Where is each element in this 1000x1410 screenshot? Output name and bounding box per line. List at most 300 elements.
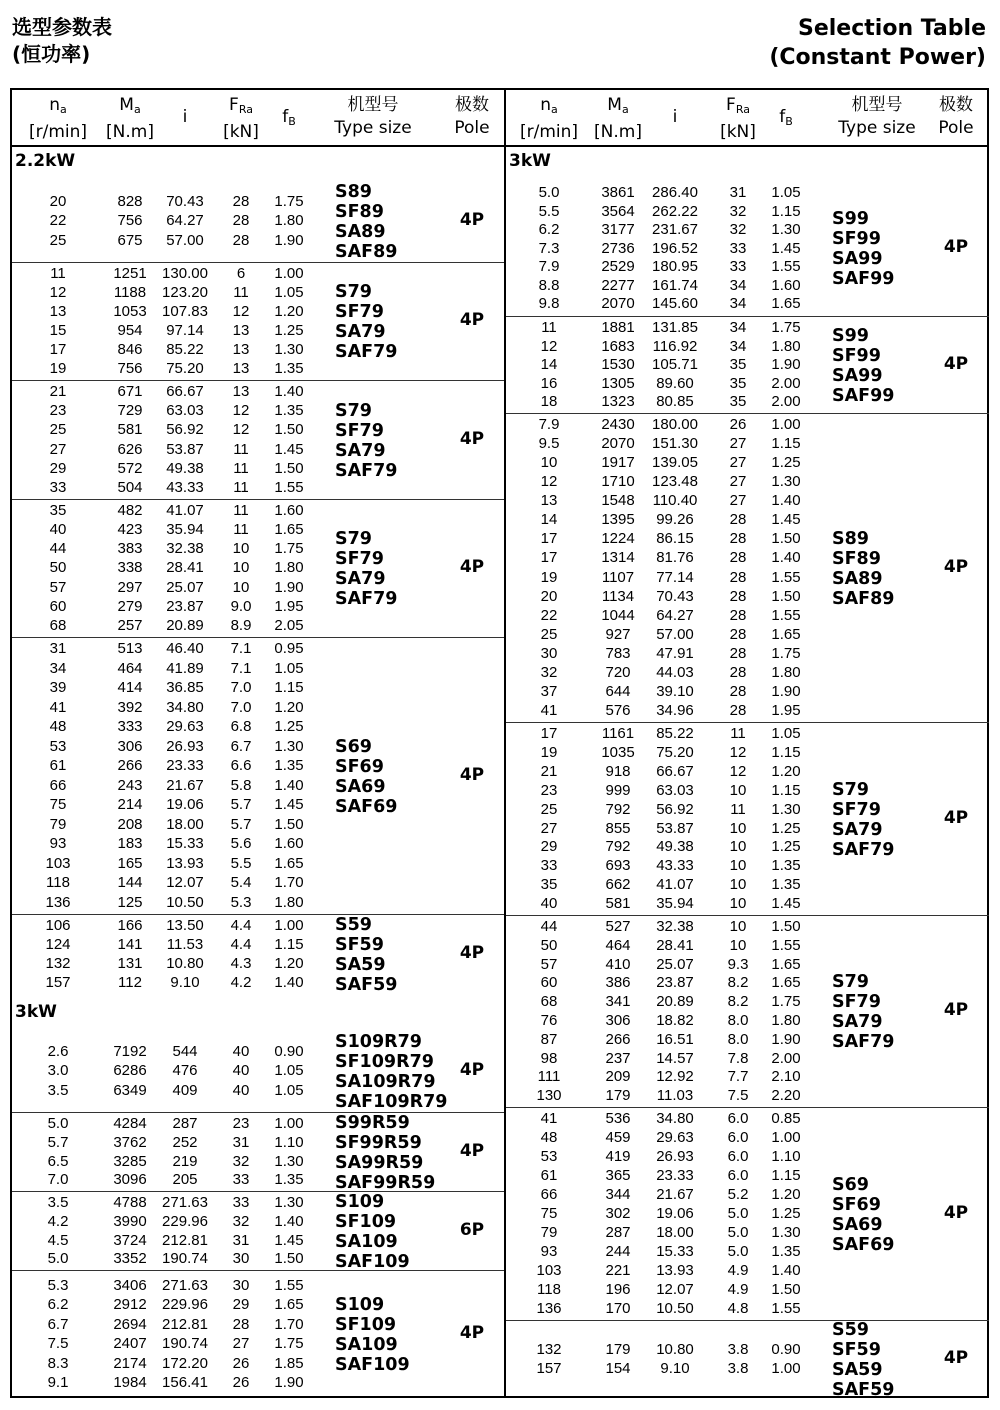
cell-radial-load: 13: [232, 360, 250, 377]
cell-radial-load: 10: [232, 559, 250, 577]
pole-count: 4P: [459, 557, 485, 577]
table-row: [506, 549, 989, 568]
cell-service-factor: 1.75: [274, 1335, 304, 1352]
cell-service-factor: 1.40: [274, 1212, 304, 1230]
type-size: SF79: [832, 992, 881, 1012]
cell-torque: 2912: [113, 1296, 147, 1313]
cell-torque: 729: [117, 402, 143, 420]
type-size: SAF79: [832, 1032, 895, 1052]
header-fra-subscript: Ra: [238, 103, 253, 116]
cell-ratio: 10.80: [166, 955, 204, 972]
model-group: [12, 1032, 504, 1112]
cell-ratio: 14.57: [656, 1049, 694, 1067]
cell-torque: 513: [117, 640, 143, 657]
cell-ratio: 116.92: [652, 337, 698, 355]
cell-torque: 783: [605, 644, 631, 662]
table-row: [506, 956, 989, 975]
cell-radial-load: 6.0: [727, 1148, 749, 1165]
header-pole-cn: 极数: [939, 95, 973, 115]
type-size: SA79: [335, 322, 386, 342]
cell-torque: 3861: [601, 184, 635, 201]
cell-torque: 214: [117, 796, 143, 813]
cell-service-factor: 1.80: [771, 337, 801, 355]
cell-speed: 14: [540, 356, 558, 374]
table-row: [12, 441, 504, 460]
type-size: SA99: [832, 365, 883, 386]
cell-speed: 3.5: [47, 1194, 69, 1211]
header-i: [641, 90, 709, 145]
type-size-list: [335, 282, 397, 362]
cell-ratio: 130.00: [162, 265, 208, 282]
cell-torque: 1984: [113, 1374, 147, 1391]
cell-radial-load: 12: [729, 743, 747, 761]
cell-radial-load: 6.6: [230, 757, 252, 774]
cell-service-factor: 1.50: [274, 1250, 304, 1268]
cell-ratio: 156.41: [162, 1374, 208, 1391]
table-row: [12, 1296, 504, 1316]
cell-radial-load: 40: [232, 1081, 250, 1099]
cell-speed: 40: [540, 895, 558, 913]
cell-torque: 266: [605, 1030, 631, 1048]
cell-speed: 132: [45, 955, 71, 972]
cell-torque: 365: [605, 1167, 631, 1184]
cell-speed: 41: [49, 698, 67, 716]
title-english-line1: Selection Table: [798, 16, 986, 41]
cell-speed: 75: [540, 1205, 558, 1222]
cell-torque: 1035: [601, 743, 635, 761]
cell-service-factor: 1.20: [274, 955, 304, 972]
table-row: [12, 421, 504, 440]
cell-speed: 50: [49, 559, 67, 577]
cell-radial-load: 8.2: [727, 974, 749, 992]
cell-torque: 828: [117, 192, 143, 210]
type-size: SAF99: [832, 269, 895, 289]
cell-service-factor: 1.80: [771, 663, 801, 681]
cell-torque: 2070: [601, 295, 635, 313]
cell-ratio: 75.20: [656, 743, 694, 761]
cell-service-factor: 1.25: [274, 322, 304, 339]
cell-torque: 2694: [113, 1315, 147, 1333]
cell-radial-load: 23: [232, 1115, 250, 1132]
cell-speed: 29: [49, 459, 67, 477]
selection-table: [10, 88, 989, 1398]
cell-ratio: 252: [172, 1133, 198, 1151]
cell-torque: 144: [117, 874, 143, 891]
cell-ratio: 66.67: [656, 762, 694, 780]
cell-speed: 25: [540, 800, 558, 818]
pole-count: 4P: [943, 1348, 969, 1368]
cell-speed: 23: [49, 402, 67, 420]
cell-radial-load: 34: [729, 319, 747, 336]
cell-speed: 103: [45, 854, 71, 872]
cell-speed: 16: [540, 374, 558, 392]
cell-torque: 297: [117, 578, 143, 596]
cell-service-factor: 0.85: [771, 1110, 801, 1127]
table-row: [506, 937, 989, 956]
cell-torque: 1917: [601, 454, 635, 472]
cell-radial-load: 3.8: [727, 1360, 749, 1377]
table-row: [506, 1243, 989, 1262]
cell-torque: 1683: [601, 337, 635, 355]
cell-speed: 5.3: [47, 1276, 69, 1294]
cell-torque: 306: [605, 1012, 631, 1029]
cell-radial-load: 13: [232, 341, 250, 358]
type-size: SAF99R59: [335, 1172, 436, 1193]
cell-radial-load: 28: [729, 625, 747, 643]
cell-ratio: 35.94: [166, 521, 204, 539]
cell-radial-load: 9.3: [727, 955, 749, 973]
cell-speed: 13: [49, 303, 67, 320]
type-size: SF79: [335, 549, 384, 569]
table-row: [12, 402, 504, 421]
cell-speed: 20: [540, 587, 558, 605]
cell-torque: 626: [117, 440, 143, 458]
cell-service-factor: 1.80: [274, 212, 304, 230]
type-size: S79: [832, 972, 869, 992]
type-size: SA99R59: [335, 1152, 424, 1173]
cell-speed: 21: [49, 383, 67, 400]
table-row: [506, 683, 989, 702]
cell-radial-load: 32: [729, 221, 747, 239]
header-ma-unit: [N.m]: [594, 122, 642, 142]
cell-radial-load: 6.7: [230, 737, 252, 755]
cell-radial-load: 6: [236, 265, 246, 282]
title-english-line2: (Constant Power): [769, 45, 986, 70]
type-size-list: [335, 915, 397, 995]
table-row: [12, 1374, 504, 1394]
cell-service-factor: 1.15: [771, 743, 801, 761]
cell-speed: 118: [537, 1281, 561, 1298]
table-row: [506, 1148, 989, 1167]
model-group: [506, 182, 989, 316]
table-row: [506, 1281, 989, 1300]
cell-radial-load: 5.3: [230, 893, 252, 911]
cell-torque: 341: [605, 993, 631, 1011]
cell-service-factor: 1.15: [771, 202, 801, 220]
cell-torque: 1710: [601, 473, 635, 491]
cell-ratio: 131.85: [652, 319, 698, 336]
cell-ratio: 53.87: [656, 819, 694, 837]
cell-speed: 7.9: [538, 416, 560, 433]
cell-torque: 209: [605, 1068, 631, 1086]
cell-radial-load: 32: [232, 1212, 250, 1230]
cell-service-factor: 1.40: [771, 1262, 801, 1279]
cell-radial-load: 28: [729, 663, 747, 681]
cell-torque: 1548: [601, 492, 635, 510]
cell-service-factor: 1.50: [274, 459, 304, 477]
cell-ratio: 23.87: [166, 597, 204, 615]
model-group: [506, 1107, 989, 1320]
cell-ratio: 64.27: [166, 212, 204, 230]
cell-service-factor: 1.40: [771, 492, 801, 510]
cell-radial-load: 32: [232, 1152, 250, 1170]
table-row: [12, 540, 504, 559]
table-row: [506, 1167, 989, 1186]
table-row: [506, 820, 989, 839]
cell-ratio: 86.15: [656, 530, 694, 548]
cell-speed: 32: [540, 663, 558, 681]
header-fb-symbol: f: [282, 107, 289, 127]
cell-torque: 410: [605, 955, 631, 973]
type-size-list: [335, 182, 397, 262]
type-size-list: [832, 1320, 894, 1400]
cell-torque: 383: [117, 540, 143, 558]
cell-ratio: 190.74: [162, 1335, 208, 1352]
header-pole: [442, 90, 502, 145]
model-group: [12, 1270, 504, 1398]
cell-torque: 165: [117, 854, 143, 872]
cell-ratio: 18.00: [656, 1224, 694, 1241]
cell-speed: 35: [540, 876, 558, 894]
cell-ratio: 16.51: [656, 1030, 694, 1048]
pole-count: 4P: [459, 210, 485, 230]
cell-service-factor: 1.65: [274, 1296, 304, 1313]
header-ma-symbol: [588, 94, 648, 121]
cell-speed: 3.5: [47, 1081, 69, 1099]
cell-service-factor: 1.55: [771, 936, 801, 954]
cell-ratio: 231.67: [652, 221, 698, 239]
cell-ratio: 19.06: [656, 1205, 694, 1222]
cell-radial-load: 7.5: [727, 1087, 749, 1105]
cell-service-factor: 1.65: [771, 955, 801, 973]
cell-ratio: 26.93: [656, 1148, 694, 1165]
type-size: S99R59: [335, 1112, 410, 1133]
cell-radial-load: 28: [729, 587, 747, 605]
table-row: [506, 393, 989, 412]
cell-speed: 9.5: [538, 435, 560, 453]
table-row: [12, 738, 504, 758]
cell-speed: 57: [540, 955, 558, 973]
pole-count: 4P: [943, 556, 969, 577]
cell-ratio: 34.80: [656, 1110, 694, 1127]
cell-radial-load: 26: [232, 1354, 250, 1372]
table-row: [12, 660, 504, 680]
cell-service-factor: 1.50: [771, 918, 801, 935]
cell-torque: 392: [117, 698, 143, 716]
type-size: S79: [335, 282, 372, 302]
cell-speed: 23: [540, 781, 558, 799]
table-row: [12, 874, 504, 894]
title-chinese-line1: 选型参数表: [12, 15, 112, 39]
table-row: [12, 777, 504, 797]
table-row: [506, 1224, 989, 1243]
type-size: SF59: [832, 1340, 881, 1360]
cell-speed: 33: [49, 478, 67, 496]
cell-speed: 68: [540, 993, 558, 1011]
cell-radial-load: 5.4: [230, 874, 252, 891]
cell-torque: 1530: [601, 356, 635, 374]
cell-torque: 1107: [601, 568, 635, 586]
header-fra-symbol: [712, 94, 764, 121]
cell-ratio: 271.63: [162, 1276, 208, 1294]
cell-speed: 6.2: [538, 221, 560, 239]
cell-radial-load: 12: [729, 762, 747, 780]
cell-radial-load: 30: [232, 1250, 250, 1268]
cell-speed: 12: [540, 337, 558, 355]
model-group: [506, 316, 989, 413]
cell-torque: 221: [605, 1262, 631, 1279]
cell-ratio: 11.53: [166, 936, 204, 953]
cell-speed: 5.7: [47, 1133, 69, 1151]
cell-radial-load: 11: [233, 478, 249, 496]
table-row: [506, 258, 989, 277]
cell-radial-load: 4.3: [230, 955, 252, 972]
header-na-letter: n: [49, 95, 61, 115]
cell-speed: 79: [540, 1224, 558, 1241]
cell-ratio: 70.43: [656, 587, 694, 605]
type-size-list: [832, 780, 894, 860]
cell-ratio: 44.03: [656, 663, 694, 681]
cell-torque: 166: [117, 917, 143, 934]
cell-speed: 19: [540, 743, 558, 761]
header-pole-en: Pole: [454, 118, 490, 138]
pole-count: 4P: [943, 807, 969, 828]
table-row: [12, 718, 504, 738]
cell-ratio: 12.07: [656, 1281, 694, 1298]
type-size: SAF59: [335, 975, 398, 995]
cell-radial-load: 10: [729, 936, 747, 954]
cell-ratio: 271.63: [162, 1194, 208, 1211]
header-ma-letter: M: [607, 95, 622, 115]
pole-count: 4P: [459, 1323, 485, 1343]
cell-torque: 527: [605, 918, 631, 935]
cell-radial-load: 3.8: [727, 1340, 749, 1358]
cell-ratio: 205: [172, 1171, 198, 1189]
table-row: [506, 1050, 989, 1069]
model-group: [12, 262, 504, 380]
type-size: SAF69: [832, 1234, 895, 1255]
table-row: [12, 232, 504, 252]
table-row: [12, 360, 504, 379]
cell-ratio: 43.33: [166, 478, 204, 496]
type-size: SAF59: [832, 1380, 895, 1400]
cell-service-factor: 1.20: [274, 698, 304, 716]
model-group: [12, 1191, 504, 1270]
table-row: [12, 699, 504, 719]
table-row: [506, 1186, 989, 1205]
cell-speed: 7.3: [538, 239, 560, 257]
cell-speed: 75: [49, 796, 67, 813]
cell-speed: 6.2: [47, 1296, 69, 1313]
cell-radial-load: 10: [729, 857, 747, 875]
table-row: [506, 1031, 989, 1050]
cell-speed: 25: [49, 231, 67, 249]
type-size: SF69: [335, 756, 384, 777]
cell-radial-load: 28: [729, 701, 747, 719]
cell-ratio: 89.60: [656, 374, 694, 392]
cell-speed: 48: [49, 718, 67, 735]
cell-service-factor: 1.30: [274, 737, 304, 755]
cell-service-factor: 1.75: [274, 192, 304, 210]
cell-speed: 98: [540, 1049, 558, 1067]
cell-service-factor: 1.95: [274, 597, 304, 615]
cell-service-factor: 1.15: [771, 781, 801, 799]
cell-speed: 136: [536, 1300, 562, 1317]
cell-radial-load: 28: [232, 212, 250, 230]
cell-ratio: 172.20: [162, 1354, 208, 1372]
header-fra-letter: F: [726, 95, 736, 115]
cell-ratio: 56.92: [656, 800, 694, 818]
cell-torque: 170: [605, 1300, 631, 1317]
cell-torque: 244: [605, 1243, 631, 1260]
cell-torque: 1053: [113, 303, 147, 320]
cell-speed: 79: [49, 815, 67, 833]
header-na-symbol: [506, 94, 592, 121]
table-row: [506, 779, 989, 801]
cell-speed: 118: [46, 874, 70, 891]
cell-ratio: 190.74: [162, 1250, 208, 1268]
cell-speed: 5.0: [538, 184, 560, 201]
cell-radial-load: 27: [729, 435, 747, 453]
type-size: S89: [832, 528, 869, 549]
cell-speed: 68: [49, 616, 67, 634]
cell-service-factor: 1.60: [771, 276, 801, 294]
cell-torque: 287: [605, 1224, 631, 1241]
header-pole-cn: 极数: [455, 95, 489, 115]
cell-ratio: 229.96: [162, 1296, 208, 1313]
cell-speed: 157: [45, 974, 71, 991]
table-row: [506, 664, 989, 683]
cell-ratio: 229.96: [162, 1212, 208, 1230]
cell-ratio: 26.93: [166, 737, 204, 755]
cell-ratio: 10.50: [166, 893, 204, 911]
table-row: [506, 569, 989, 588]
type-size: S79: [335, 529, 372, 549]
table-row: [12, 917, 504, 936]
cell-speed: 40: [49, 521, 67, 539]
header-type-size: [816, 90, 938, 145]
cell-service-factor: 1.75: [771, 319, 801, 336]
cell-radial-load: 29: [232, 1296, 250, 1313]
type-size: S109: [335, 1191, 385, 1212]
cell-torque: 644: [605, 682, 631, 700]
cell-service-factor: 1.45: [771, 511, 801, 529]
cell-torque: 3990: [113, 1212, 147, 1230]
cell-torque: 4788: [113, 1194, 147, 1211]
type-size: S59: [335, 915, 372, 935]
cell-service-factor: 1.05: [771, 184, 801, 201]
cell-torque: 414: [117, 679, 143, 696]
cell-torque: 179: [605, 1340, 631, 1358]
type-size: SAF109: [335, 1251, 410, 1272]
table-row: [506, 1341, 989, 1361]
cell-service-factor: 1.50: [274, 815, 304, 833]
cell-torque: 1224: [601, 530, 635, 548]
table-row: [506, 203, 989, 222]
type-size: SF89: [335, 202, 384, 222]
cell-speed: 35: [49, 502, 67, 519]
cell-torque: 756: [117, 212, 143, 230]
type-size: SAF79: [335, 460, 398, 481]
cell-torque: 3406: [113, 1276, 147, 1294]
cell-service-factor: 1.45: [771, 895, 801, 913]
cell-radial-load: 5.7: [230, 815, 252, 833]
cell-torque: 7192: [113, 1042, 147, 1060]
table-row: [506, 645, 989, 664]
pole-count: 6P: [459, 1219, 485, 1240]
table-row: [12, 341, 504, 360]
table-row: [506, 725, 989, 744]
header-fra: [218, 90, 264, 145]
cell-service-factor: 1.25: [274, 718, 304, 735]
cell-torque: 4284: [113, 1115, 147, 1132]
cell-radial-load: 12: [232, 421, 250, 439]
header-type-size-en: Type size: [334, 118, 412, 138]
cell-torque: 504: [117, 478, 143, 496]
cell-radial-load: 7.7: [727, 1068, 749, 1086]
cell-radial-load: 28: [232, 1315, 250, 1333]
cell-speed: 34: [49, 659, 67, 677]
